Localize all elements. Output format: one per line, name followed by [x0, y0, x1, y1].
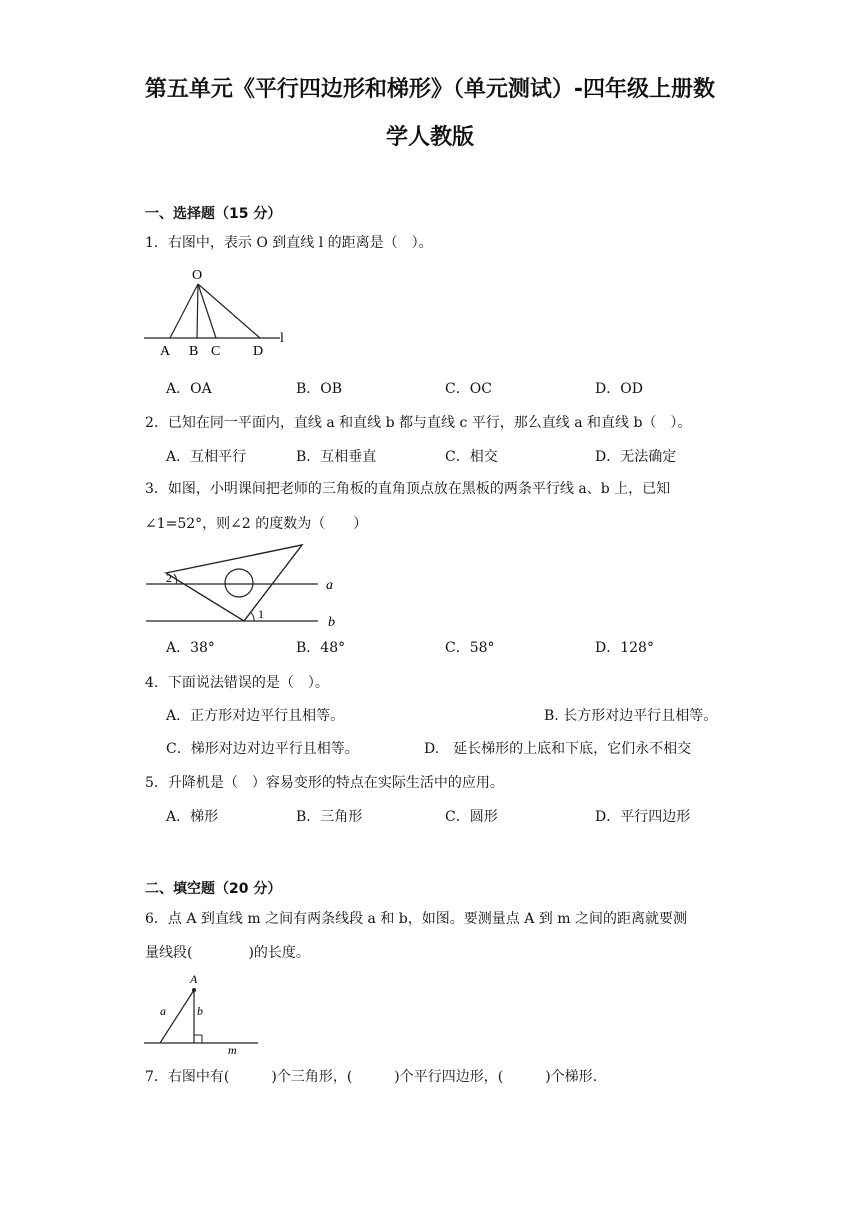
label-c: C — [211, 344, 221, 359]
question-7-text: 7．右图中有( )个三角形，( )个平行四边形，( )个梯形. — [145, 1069, 598, 1085]
q3-option-b[interactable]: B．48° — [296, 640, 346, 656]
question-3-figure — [140, 540, 350, 632]
q2-option-b[interactable]: B．互相垂直 — [296, 449, 377, 465]
label-line-m: m — [228, 1043, 237, 1056]
q2-option-d[interactable]: D．无法确定 — [595, 449, 677, 465]
label-point-a: A — [190, 972, 198, 986]
q4-option-a[interactable]: A．正方形对边平行且相等。 — [166, 708, 345, 724]
page-title-line1: 第五单元《平行四边形和梯形》（单元测试）-四年级上册数 — [144, 77, 716, 102]
question-4-text: 4．下面说法错误的是（ ）。 — [145, 675, 329, 691]
q2-option-c[interactable]: C．相交 — [445, 449, 498, 465]
label-line-b: b — [328, 615, 335, 630]
segment-oa — [170, 284, 198, 338]
right-angle-mark — [194, 1035, 202, 1043]
q5-option-b[interactable]: B．三角形 — [296, 809, 363, 825]
q3-option-a[interactable]: A．38° — [166, 640, 215, 656]
label-segment-a: a — [160, 1004, 166, 1018]
ruler-hole — [225, 569, 253, 597]
segment-ob — [197, 284, 198, 338]
question-5-text: 5．升降机是（ ）容易变形的特点在实际生活中的应用。 — [145, 775, 504, 791]
label-angle-1: 1 — [258, 607, 264, 621]
label-angle-2: 2 — [166, 571, 172, 585]
triangle-ruler — [166, 545, 302, 621]
label-line-a: a — [326, 578, 333, 593]
q5-option-d[interactable]: D．平行四边形 — [595, 809, 691, 825]
question-3-text-line1: 3．如图，小明课间把老师的三角板的直角顶点放在黑板的两条平行线 a、b 上，已知 — [145, 481, 671, 497]
q2-option-a[interactable]: A．互相平行 — [166, 449, 247, 465]
q3-option-d[interactable]: D．128° — [595, 640, 654, 656]
section-heading-fill: 二、填空题（20 分） — [145, 881, 282, 897]
question-3-text-line2: ∠1=52°，则∠2 的度数为（ ） — [145, 516, 368, 532]
q1-option-c[interactable]: C．OC — [445, 381, 492, 397]
label-a: A — [160, 344, 171, 359]
q4-option-d[interactable]: D. 延长梯形的上底和下底，它们永不相交 — [424, 741, 692, 757]
page-title-line2: 学人教版 — [385, 125, 474, 150]
question-6-figure — [140, 968, 270, 1056]
q4-option-b[interactable]: B. 长方形对边平行且相等。 — [544, 708, 718, 724]
q3-option-c[interactable]: C．58° — [445, 640, 495, 656]
question-2-text: 2．已知在同一平面内，直线 a 和直线 b 都与直线 c 平行，那么直线 a 和直线 b（ ）。 — [145, 415, 692, 431]
q5-option-a[interactable]: A．梯形 — [166, 809, 219, 825]
q1-option-b[interactable]: B．OB — [296, 381, 343, 397]
label-o: O — [192, 268, 203, 283]
question-6-text-line2: 量线段( )的长度。 — [145, 945, 310, 961]
q1-option-d[interactable]: D．OD — [595, 381, 643, 397]
question-6-text-line1: 6．点 A 到直线 m 之间有两条线段 a 和 b，如图。要测量点 A 到 m 之间的距离就要测 — [145, 911, 687, 927]
question-1-text: 1．右图中，表示 O 到直线 l 的距离是（ ）。 — [145, 235, 433, 251]
point-a — [192, 988, 196, 992]
label-d: D — [253, 344, 264, 359]
q5-option-c[interactable]: C．圆形 — [445, 809, 498, 825]
label-segment-b: b — [197, 1004, 203, 1018]
label-l: l — [280, 331, 284, 346]
label-b: B — [189, 344, 199, 359]
question-1-figure — [140, 262, 300, 362]
section-heading-choice: 一、选择题（15 分） — [145, 206, 282, 222]
q4-option-c[interactable]: C．梯形对边对边平行且相等。 — [166, 741, 359, 757]
q1-option-a[interactable]: A．OA — [166, 381, 212, 397]
